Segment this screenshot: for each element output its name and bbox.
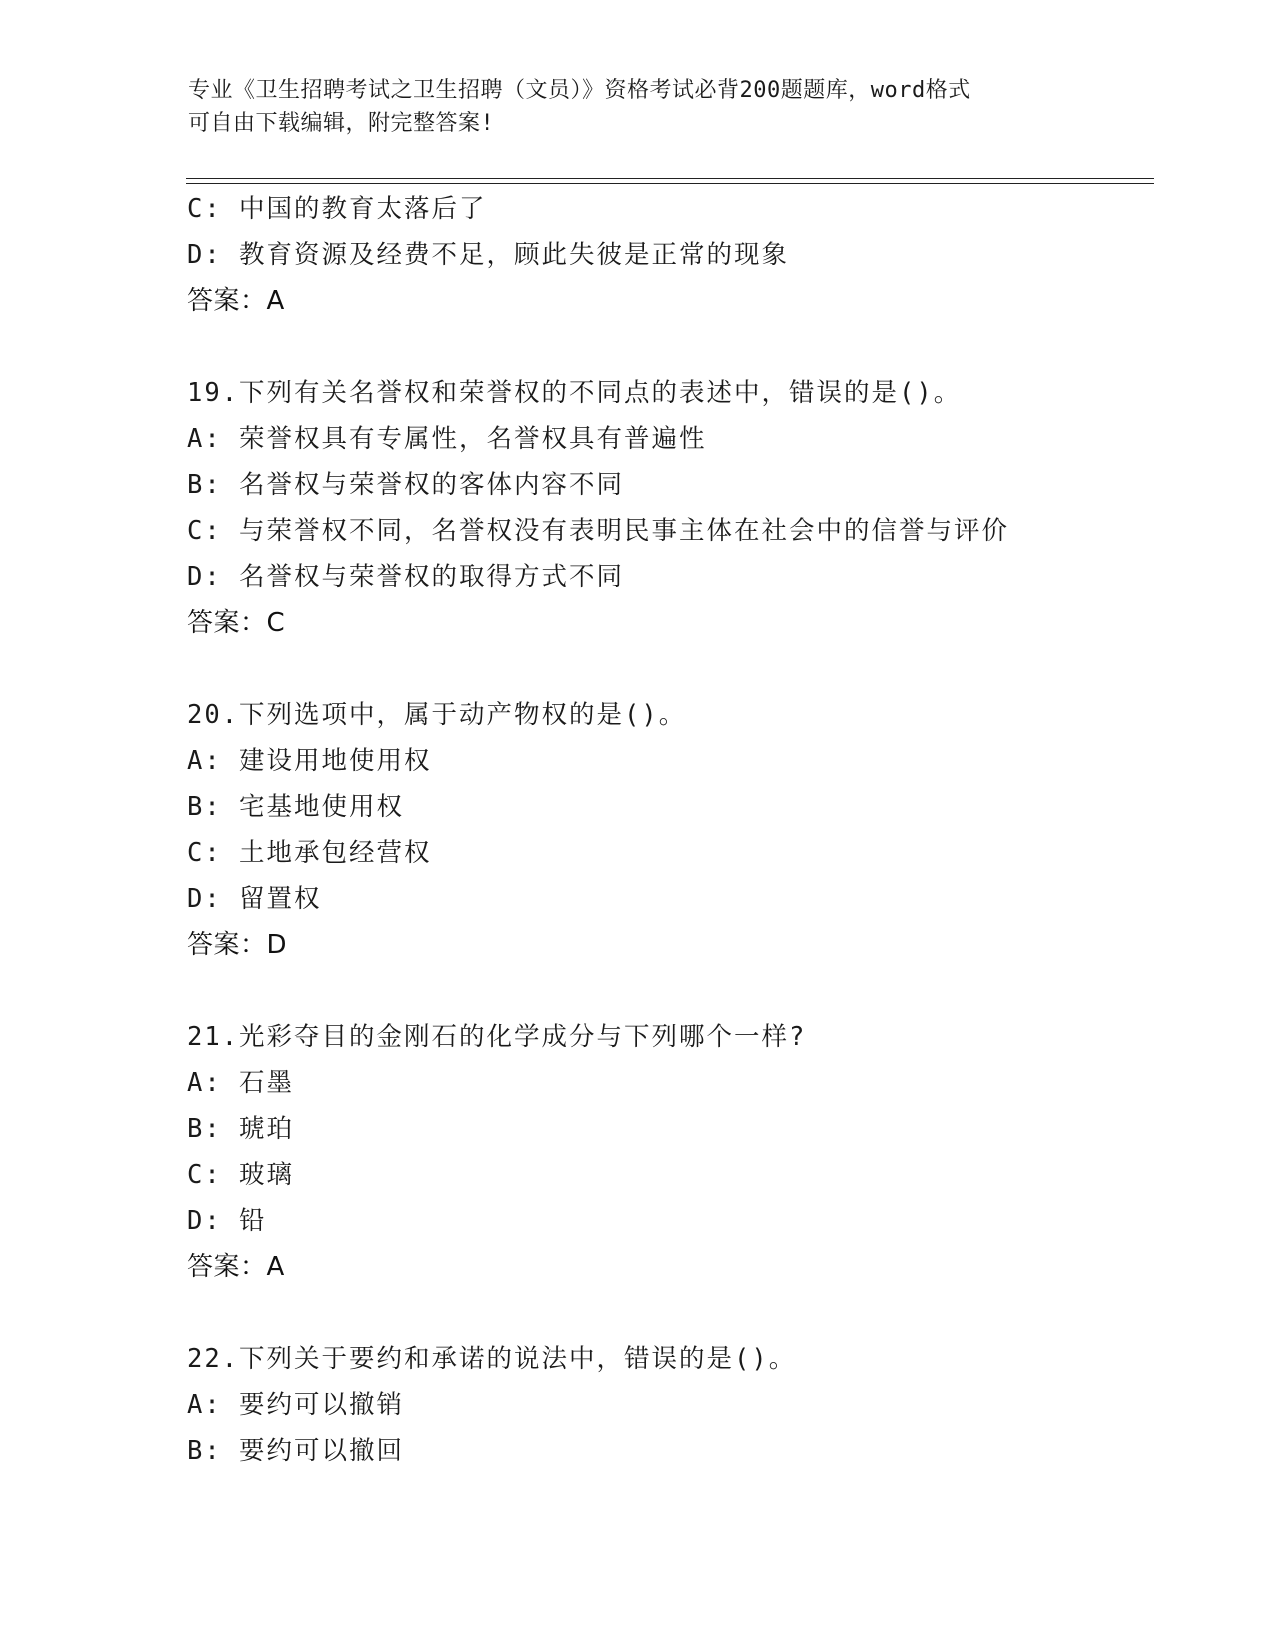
answer-line: 答案：D [187,930,288,960]
header-divider-top [186,178,1154,179]
option-a: A: 荣誉权具有专属性，名誉权具有普遍性 [187,424,707,454]
question-list [187,186,1147,1474]
answer-line: 答案：A [187,286,285,316]
question-stem: 22.下列关于要约和承诺的说法中，错误的是()。 [187,1344,797,1374]
question-stem: 20.下列选项中，属于动产物权的是()。 [187,700,687,730]
option-b: B: 琥珀 [187,1114,295,1144]
question-19 [187,370,1147,646]
spacer [187,1290,1147,1336]
spacer [187,646,1147,692]
question-stem: 21.光彩夺目的金刚石的化学成分与下列哪个一样? [187,1022,807,1052]
option-c: C: 玻璃 [187,1160,295,1190]
option-d: D: 留置权 [187,884,322,914]
option-d: D: 铅 [187,1206,267,1236]
header-divider-bottom [186,183,1154,184]
document-header [188,74,1068,140]
option-d: D: 教育资源及经费不足，顾此失彼是正常的现象 [187,240,790,270]
question-20 [187,692,1147,968]
option-b: B: 名誉权与荣誉权的客体内容不同 [187,470,625,500]
option-a: A: 建设用地使用权 [187,746,432,776]
option-a: A: 石墨 [187,1068,295,1098]
spacer [187,324,1147,370]
question-stem: 19.下列有关名誉权和荣誉权的不同点的表述中，错误的是()。 [187,378,962,408]
header-title-line-1: 专业《卫生招聘考试之卫生招聘（文员）》资格考试必背200题题库，word格式 [188,78,971,103]
question-22 [187,1336,1147,1474]
option-c: C: 中国的教育太落后了 [187,194,487,224]
option-d: D: 名誉权与荣誉权的取得方式不同 [187,562,625,592]
answer-line: 答案：A [187,1252,285,1282]
option-b: B: 宅基地使用权 [187,792,405,822]
question-21 [187,1014,1147,1290]
option-a: A: 要约可以撤销 [187,1390,405,1420]
spacer [187,968,1147,1014]
header-title-line-2: 可自由下载编辑，附完整答案! [188,111,495,136]
option-b: B: 要约可以撤回 [187,1436,405,1466]
option-c: C: 土地承包经营权 [187,838,432,868]
question-18-tail [187,186,1147,324]
answer-line: 答案：C [187,608,286,638]
option-c: C: 与荣誉权不同，名誉权没有表明民事主体在社会中的信誉与评价 [187,516,1010,546]
